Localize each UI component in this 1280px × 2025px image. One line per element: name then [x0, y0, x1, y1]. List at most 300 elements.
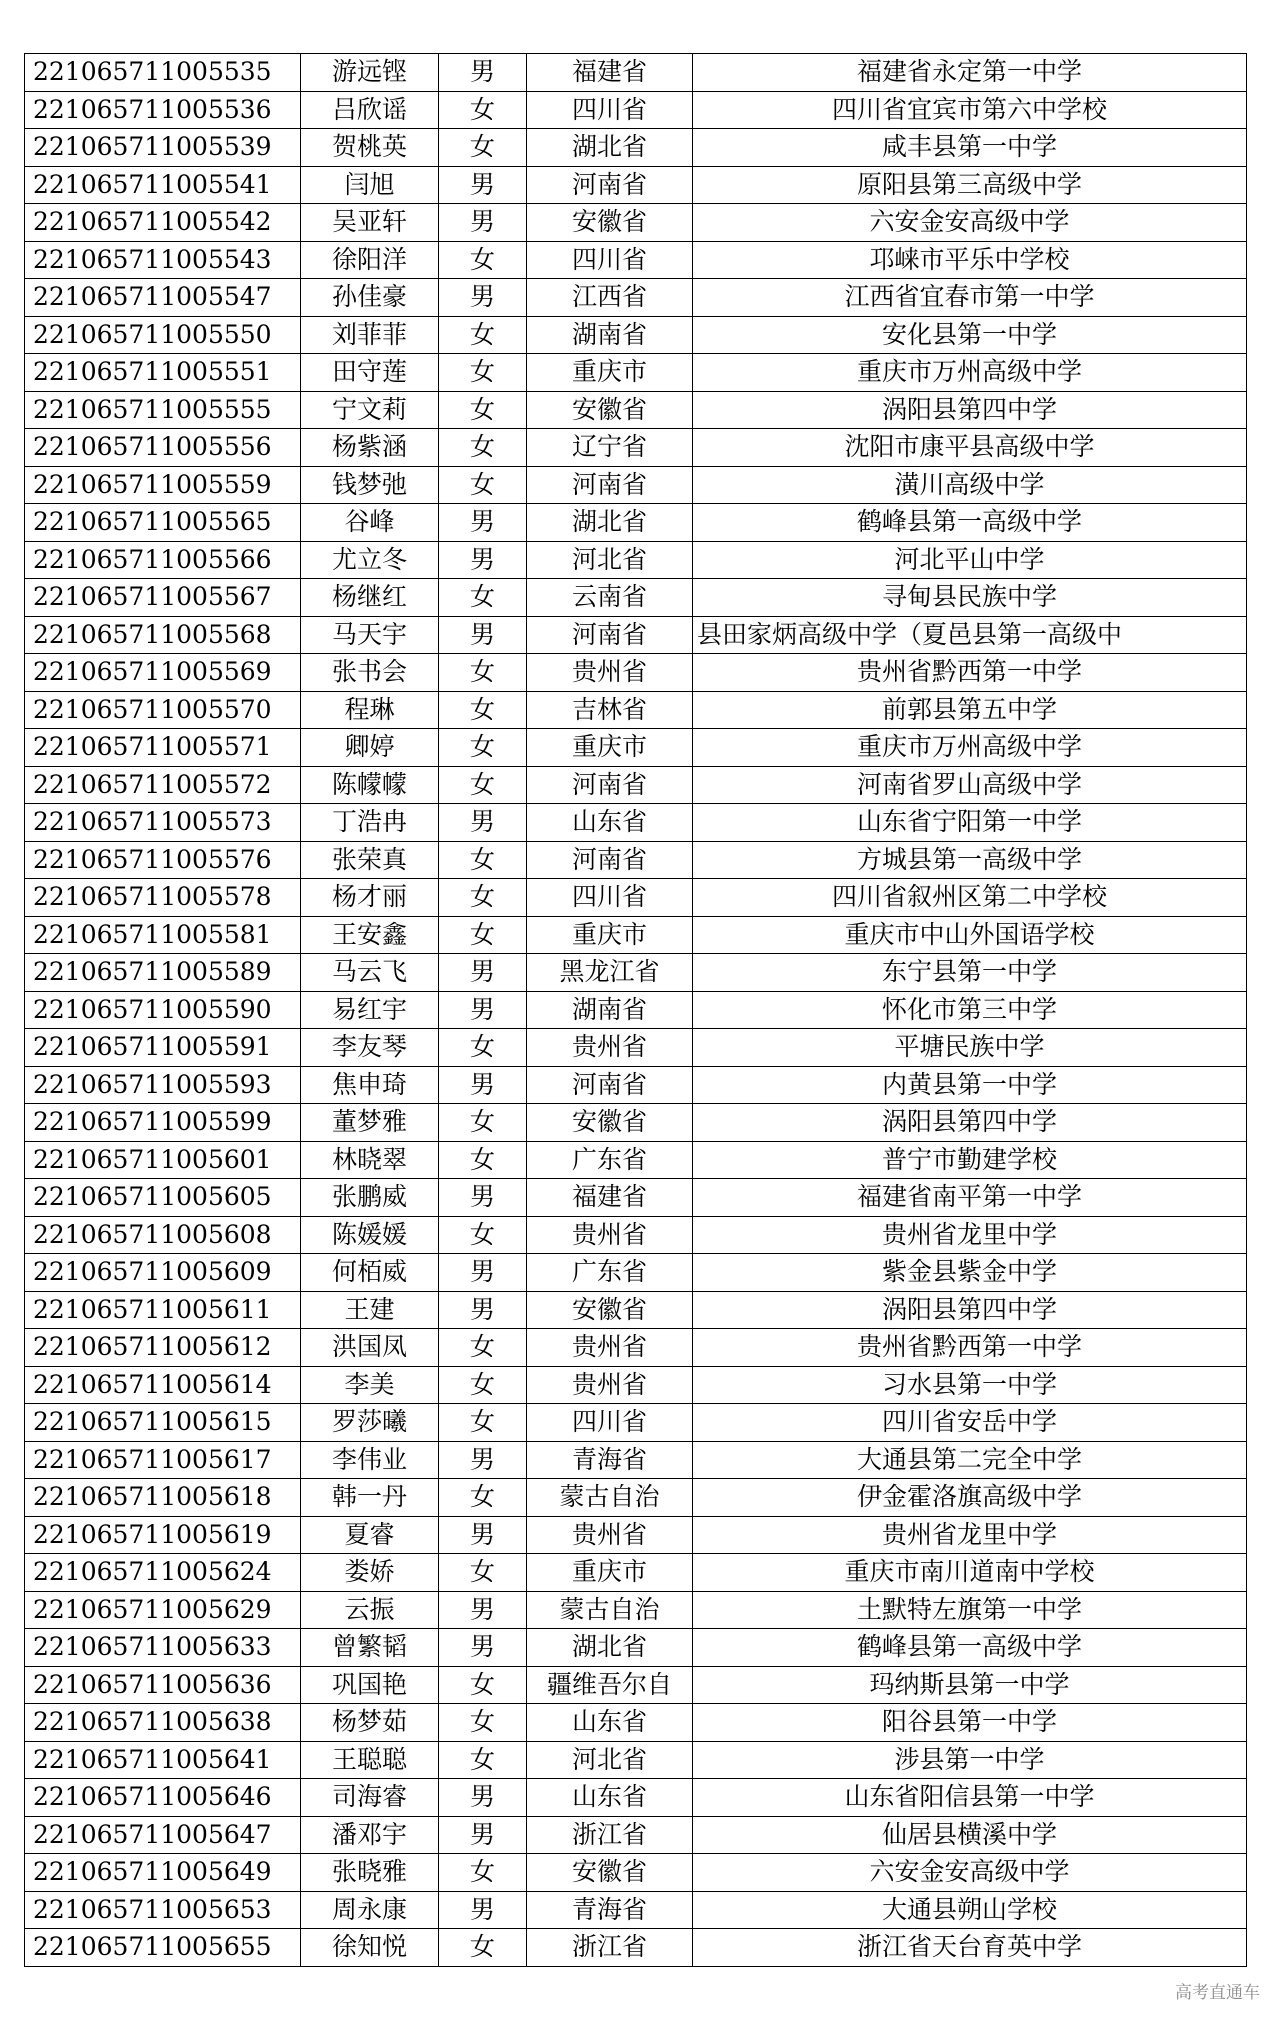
name-cell: 徐阳洋: [301, 241, 439, 279]
table-row: [25, 241, 1247, 279]
name-cell: 董梦雅: [301, 1104, 439, 1142]
province-cell: 河南省: [527, 466, 693, 504]
school-cell: 重庆市南川道南中学校: [693, 1554, 1247, 1592]
gender-cell: 男: [439, 616, 527, 654]
gender-cell: 男: [439, 1066, 527, 1104]
gender-cell: 男: [439, 166, 527, 204]
name-cell: 陈媛媛: [301, 1216, 439, 1254]
table-row: [25, 1929, 1247, 1967]
name-cell: 王聪聪: [301, 1741, 439, 1779]
table-row: [25, 579, 1247, 617]
province-cell: 湖北省: [527, 1629, 693, 1667]
province-cell: 贵州省: [527, 1029, 693, 1067]
gender-cell: 男: [439, 1441, 527, 1479]
province-cell: 青海省: [527, 1441, 693, 1479]
student-id-cell: 221065711005619: [25, 1516, 301, 1554]
name-cell: 孙佳豪: [301, 279, 439, 317]
table-row: [25, 1741, 1247, 1779]
student-id-cell: 221065711005591: [25, 1029, 301, 1067]
name-cell: 张鹏威: [301, 1179, 439, 1217]
student-id-cell: 221065711005611: [25, 1291, 301, 1329]
student-id-cell: 221065711005551: [25, 354, 301, 392]
student-id-cell: 221065711005543: [25, 241, 301, 279]
province-cell: 青海省: [527, 1891, 693, 1929]
table-row: [25, 1216, 1247, 1254]
gender-cell: 女: [439, 766, 527, 804]
table-row: [25, 916, 1247, 954]
school-cell: 阳谷县第一中学: [693, 1704, 1247, 1742]
student-id-cell: 221065711005573: [25, 804, 301, 842]
student-id-cell: 221065711005569: [25, 654, 301, 692]
name-cell: 云振: [301, 1591, 439, 1629]
name-cell: 杨继红: [301, 579, 439, 617]
school-cell: 怀化市第三中学: [693, 991, 1247, 1029]
school-cell: 大通县第二完全中学: [693, 1441, 1247, 1479]
table-row: [25, 54, 1247, 92]
table-row: [25, 204, 1247, 242]
name-cell: 吕欣谣: [301, 91, 439, 129]
province-cell: 安徽省: [527, 1854, 693, 1892]
table-row: [25, 766, 1247, 804]
student-id-cell: 221065711005556: [25, 429, 301, 467]
gender-cell: 男: [439, 1779, 527, 1817]
gender-cell: 男: [439, 541, 527, 579]
student-id-cell: 221065711005559: [25, 466, 301, 504]
table-row: [25, 1404, 1247, 1442]
student-id-cell: 221065711005589: [25, 954, 301, 992]
school-cell: 玛纳斯县第一中学: [693, 1666, 1247, 1704]
name-cell: 张晓雅: [301, 1854, 439, 1892]
gender-cell: 女: [439, 1929, 527, 1967]
gender-cell: 男: [439, 1179, 527, 1217]
province-cell: 广东省: [527, 1254, 693, 1292]
student-id-cell: 221065711005609: [25, 1254, 301, 1292]
school-cell: 沈阳市康平县高级中学: [693, 429, 1247, 467]
name-cell: 田守莲: [301, 354, 439, 392]
name-cell: 王安鑫: [301, 916, 439, 954]
province-cell: 重庆市: [527, 729, 693, 767]
gender-cell: 男: [439, 1254, 527, 1292]
student-id-cell: 221065711005568: [25, 616, 301, 654]
gender-cell: 男: [439, 54, 527, 92]
student-id-cell: 221065711005636: [25, 1666, 301, 1704]
table-row: [25, 391, 1247, 429]
gender-cell: 女: [439, 1479, 527, 1517]
gender-cell: 女: [439, 354, 527, 392]
table-row: [25, 616, 1247, 654]
table-row: [25, 1666, 1247, 1704]
school-cell: 潢川高级中学: [693, 466, 1247, 504]
school-cell: 土默特左旗第一中学: [693, 1591, 1247, 1629]
school-cell: 四川省安岳中学: [693, 1404, 1247, 1442]
name-cell: 林晓翠: [301, 1141, 439, 1179]
name-cell: 杨梦茹: [301, 1704, 439, 1742]
student-id-cell: 221065711005590: [25, 991, 301, 1029]
gender-cell: 女: [439, 729, 527, 767]
table-row: [25, 991, 1247, 1029]
gender-cell: 女: [439, 879, 527, 917]
school-cell: 河北平山中学: [693, 541, 1247, 579]
school-cell: 伊金霍洛旗高级中学: [693, 1479, 1247, 1517]
province-cell: 湖北省: [527, 129, 693, 167]
gender-cell: 女: [439, 1104, 527, 1142]
table-row: [25, 1066, 1247, 1104]
table-row: [25, 1629, 1247, 1667]
name-cell: 陈幪幪: [301, 766, 439, 804]
gender-cell: 男: [439, 1891, 527, 1929]
name-cell: 马天宇: [301, 616, 439, 654]
province-cell: 河南省: [527, 166, 693, 204]
student-id-cell: 221065711005578: [25, 879, 301, 917]
name-cell: 钱梦弛: [301, 466, 439, 504]
name-cell: 宁文莉: [301, 391, 439, 429]
student-id-cell: 221065711005638: [25, 1704, 301, 1742]
school-cell: 贵州省黔西第一中学: [693, 654, 1247, 692]
student-id-cell: 221065711005593: [25, 1066, 301, 1104]
student-id-cell: 221065711005550: [25, 316, 301, 354]
province-cell: 浙江省: [527, 1929, 693, 1967]
name-cell: 李伟业: [301, 1441, 439, 1479]
province-cell: 河南省: [527, 1066, 693, 1104]
gender-cell: 男: [439, 1816, 527, 1854]
student-id-cell: 221065711005641: [25, 1741, 301, 1779]
student-id-cell: 221065711005629: [25, 1591, 301, 1629]
province-cell: 山东省: [527, 1779, 693, 1817]
province-cell: 湖南省: [527, 316, 693, 354]
table-row: [25, 804, 1247, 842]
table-row: [25, 954, 1247, 992]
gender-cell: 男: [439, 504, 527, 542]
name-cell: 李美: [301, 1366, 439, 1404]
table-row: [25, 654, 1247, 692]
school-cell: 寻甸县民族中学: [693, 579, 1247, 617]
province-cell: 四川省: [527, 879, 693, 917]
name-cell: 谷峰: [301, 504, 439, 542]
student-id-cell: 221065711005618: [25, 1479, 301, 1517]
province-cell: 贵州省: [527, 1366, 693, 1404]
school-cell: 涉县第一中学: [693, 1741, 1247, 1779]
gender-cell: 女: [439, 316, 527, 354]
student-id-cell: 221065711005535: [25, 54, 301, 92]
school-cell: 原阳县第三高级中学: [693, 166, 1247, 204]
school-cell: 习水县第一中学: [693, 1366, 1247, 1404]
school-cell: 贵州省龙里中学: [693, 1216, 1247, 1254]
student-id-cell: 221065711005646: [25, 1779, 301, 1817]
name-cell: 曾繁韬: [301, 1629, 439, 1667]
province-cell: 安徽省: [527, 391, 693, 429]
province-cell: 河北省: [527, 541, 693, 579]
table-row: [25, 1329, 1247, 1367]
table-body: [25, 54, 1247, 1967]
table-row: [25, 1366, 1247, 1404]
gender-cell: 女: [439, 429, 527, 467]
province-cell: 山东省: [527, 804, 693, 842]
table-row: [25, 1479, 1247, 1517]
province-cell: 吉林省: [527, 691, 693, 729]
name-cell: 焦申琦: [301, 1066, 439, 1104]
student-id-cell: 221065711005601: [25, 1141, 301, 1179]
student-id-cell: 221065711005581: [25, 916, 301, 954]
province-cell: 河南省: [527, 616, 693, 654]
gender-cell: 女: [439, 1141, 527, 1179]
table-row: [25, 129, 1247, 167]
school-cell: 方城县第一高级中学: [693, 841, 1247, 879]
student-id-cell: 221065711005539: [25, 129, 301, 167]
student-id-cell: 221065711005547: [25, 279, 301, 317]
province-cell: 蒙古自治: [527, 1479, 693, 1517]
table-row: [25, 841, 1247, 879]
name-cell: 何栢威: [301, 1254, 439, 1292]
gender-cell: 女: [439, 391, 527, 429]
province-cell: 福建省: [527, 1179, 693, 1217]
name-cell: 杨紫涵: [301, 429, 439, 467]
table-row: [25, 316, 1247, 354]
gender-cell: 女: [439, 1216, 527, 1254]
table-row: [25, 1591, 1247, 1629]
province-cell: 重庆市: [527, 1554, 693, 1592]
name-cell: 张书会: [301, 654, 439, 692]
table-row: [25, 1291, 1247, 1329]
student-id-cell: 221065711005655: [25, 1929, 301, 1967]
name-cell: 潘邓宇: [301, 1816, 439, 1854]
name-cell: 丁浩冉: [301, 804, 439, 842]
province-cell: 河南省: [527, 766, 693, 804]
table-row: [25, 541, 1247, 579]
gender-cell: 女: [439, 1404, 527, 1442]
student-id-cell: 221065711005571: [25, 729, 301, 767]
gender-cell: 女: [439, 91, 527, 129]
school-cell: 东宁县第一中学: [693, 954, 1247, 992]
school-cell: 福建省永定第一中学: [693, 54, 1247, 92]
school-cell: 涡阳县第四中学: [693, 391, 1247, 429]
gender-cell: 男: [439, 1629, 527, 1667]
name-cell: 韩一丹: [301, 1479, 439, 1517]
province-cell: 安徽省: [527, 204, 693, 242]
table-row: [25, 729, 1247, 767]
school-cell: 山东省宁阳第一中学: [693, 804, 1247, 842]
province-cell: 江西省: [527, 279, 693, 317]
table-row: [25, 1816, 1247, 1854]
gender-cell: 男: [439, 991, 527, 1029]
school-cell: 内黄县第一中学: [693, 1066, 1247, 1104]
school-cell: 江西省宜春市第一中学: [693, 279, 1247, 317]
gender-cell: 女: [439, 579, 527, 617]
province-cell: 河北省: [527, 1741, 693, 1779]
province-cell: 安徽省: [527, 1291, 693, 1329]
gender-cell: 男: [439, 954, 527, 992]
table-row: [25, 1441, 1247, 1479]
name-cell: 贺桃英: [301, 129, 439, 167]
table-row: [25, 1029, 1247, 1067]
student-id-cell: 221065711005608: [25, 1216, 301, 1254]
student-id-cell: 221065711005572: [25, 766, 301, 804]
name-cell: 游远铿: [301, 54, 439, 92]
name-cell: 刘菲菲: [301, 316, 439, 354]
table-row: [25, 166, 1247, 204]
gender-cell: 女: [439, 1854, 527, 1892]
school-cell: 鹤峰县第一高级中学: [693, 504, 1247, 542]
province-cell: 贵州省: [527, 1516, 693, 1554]
student-id-cell: 221065711005612: [25, 1329, 301, 1367]
table-row: [25, 429, 1247, 467]
province-cell: 福建省: [527, 54, 693, 92]
gender-cell: 女: [439, 1741, 527, 1779]
name-cell: 罗莎曦: [301, 1404, 439, 1442]
student-id-cell: 221065711005653: [25, 1891, 301, 1929]
admission-list-table: [24, 53, 1247, 1967]
school-cell: 紫金县紫金中学: [693, 1254, 1247, 1292]
student-id-cell: 221065711005565: [25, 504, 301, 542]
table-row: [25, 279, 1247, 317]
name-cell: 杨才丽: [301, 879, 439, 917]
school-cell: 四川省叙州区第二中学校: [693, 879, 1247, 917]
school-cell: 贵州省黔西第一中学: [693, 1329, 1247, 1367]
school-cell: 河南省罗山高级中学: [693, 766, 1247, 804]
province-cell: 山东省: [527, 1704, 693, 1742]
school-cell: 贵州省龙里中学: [693, 1516, 1247, 1554]
name-cell: 司海睿: [301, 1779, 439, 1817]
name-cell: 易红宇: [301, 991, 439, 1029]
province-cell: 贵州省: [527, 1216, 693, 1254]
table-row: [25, 1704, 1247, 1742]
province-cell: 重庆市: [527, 916, 693, 954]
name-cell: 夏睿: [301, 1516, 439, 1554]
province-cell: 安徽省: [527, 1104, 693, 1142]
province-cell: 广东省: [527, 1141, 693, 1179]
gender-cell: 女: [439, 916, 527, 954]
gender-cell: 女: [439, 1366, 527, 1404]
province-cell: 贵州省: [527, 654, 693, 692]
watermark-text: 高考直通车: [1175, 1983, 1260, 2003]
gender-cell: 男: [439, 279, 527, 317]
gender-cell: 女: [439, 129, 527, 167]
school-cell: 平塘民族中学: [693, 1029, 1247, 1067]
province-cell: 疆维吾尔自: [527, 1666, 693, 1704]
student-id-cell: 221065711005649: [25, 1854, 301, 1892]
school-cell: 安化县第一中学: [693, 316, 1247, 354]
student-id-cell: 221065711005599: [25, 1104, 301, 1142]
school-cell: 重庆市万州高级中学: [693, 354, 1247, 392]
province-cell: 重庆市: [527, 354, 693, 392]
table-row: [25, 1254, 1247, 1292]
province-cell: 黑龙江省: [527, 954, 693, 992]
province-cell: 云南省: [527, 579, 693, 617]
table-row: [25, 1141, 1247, 1179]
province-cell: 四川省: [527, 1404, 693, 1442]
province-cell: 辽宁省: [527, 429, 693, 467]
school-cell: 六安金安高级中学: [693, 204, 1247, 242]
name-cell: 王建: [301, 1291, 439, 1329]
table-row: [25, 1179, 1247, 1217]
name-cell: 尤立冬: [301, 541, 439, 579]
student-id-cell: 221065711005566: [25, 541, 301, 579]
name-cell: 徐知悦: [301, 1929, 439, 1967]
student-id-cell: 221065711005570: [25, 691, 301, 729]
table-row: [25, 1891, 1247, 1929]
table-row: [25, 1554, 1247, 1592]
gender-cell: 女: [439, 466, 527, 504]
province-cell: 湖北省: [527, 504, 693, 542]
gender-cell: 女: [439, 1329, 527, 1367]
table-row: [25, 466, 1247, 504]
student-id-cell: 221065711005614: [25, 1366, 301, 1404]
student-id-cell: 221065711005576: [25, 841, 301, 879]
name-cell: 娄娇: [301, 1554, 439, 1592]
student-id-cell: 221065711005647: [25, 1816, 301, 1854]
school-cell: 邛崃市平乐中学校: [693, 241, 1247, 279]
name-cell: 洪国凤: [301, 1329, 439, 1367]
gender-cell: 女: [439, 241, 527, 279]
name-cell: 卿婷: [301, 729, 439, 767]
table-row: [25, 1516, 1247, 1554]
table-row: [25, 691, 1247, 729]
province-cell: 湖南省: [527, 991, 693, 1029]
table-row: [25, 1779, 1247, 1817]
gender-cell: 女: [439, 841, 527, 879]
province-cell: 四川省: [527, 91, 693, 129]
school-cell: 六安金安高级中学: [693, 1854, 1247, 1892]
name-cell: 巩国艳: [301, 1666, 439, 1704]
gender-cell: 女: [439, 1029, 527, 1067]
province-cell: 四川省: [527, 241, 693, 279]
school-cell: 前郭县第五中学: [693, 691, 1247, 729]
school-cell: 大通县朔山学校: [693, 1891, 1247, 1929]
student-id-cell: 221065711005567: [25, 579, 301, 617]
name-cell: 程琳: [301, 691, 439, 729]
province-cell: 贵州省: [527, 1329, 693, 1367]
student-id-cell: 221065711005555: [25, 391, 301, 429]
school-cell: 福建省南平第一中学: [693, 1179, 1247, 1217]
student-id-cell: 221065711005633: [25, 1629, 301, 1667]
school-cell: 重庆市万州高级中学: [693, 729, 1247, 767]
student-id-cell: 221065711005536: [25, 91, 301, 129]
school-cell: 涡阳县第四中学: [693, 1291, 1247, 1329]
school-cell: 山东省阳信县第一中学: [693, 1779, 1247, 1817]
gender-cell: 男: [439, 204, 527, 242]
name-cell: 李友琴: [301, 1029, 439, 1067]
name-cell: 张荣真: [301, 841, 439, 879]
gender-cell: 男: [439, 1291, 527, 1329]
gender-cell: 男: [439, 1516, 527, 1554]
name-cell: 吴亚轩: [301, 204, 439, 242]
student-id-cell: 221065711005542: [25, 204, 301, 242]
name-cell: 闫旭: [301, 166, 439, 204]
gender-cell: 女: [439, 1704, 527, 1742]
table-row: [25, 1854, 1247, 1892]
school-cell: 浙江省天台育英中学: [693, 1929, 1247, 1967]
student-id-cell: 221065711005615: [25, 1404, 301, 1442]
student-id-cell: 221065711005541: [25, 166, 301, 204]
table-row: [25, 504, 1247, 542]
table-row: [25, 879, 1247, 917]
gender-cell: 女: [439, 654, 527, 692]
school-cell: 咸丰县第一中学: [693, 129, 1247, 167]
school-cell: 县田家炳高级中学（夏邑县第一高级中: [693, 616, 1247, 654]
gender-cell: 女: [439, 1554, 527, 1592]
province-cell: 蒙古自治: [527, 1591, 693, 1629]
school-cell: 普宁市勤建学校: [693, 1141, 1247, 1179]
name-cell: 周永康: [301, 1891, 439, 1929]
name-cell: 马云飞: [301, 954, 439, 992]
student-id-cell: 221065711005624: [25, 1554, 301, 1592]
gender-cell: 女: [439, 691, 527, 729]
school-cell: 鹤峰县第一高级中学: [693, 1629, 1247, 1667]
province-cell: 浙江省: [527, 1816, 693, 1854]
school-cell: 四川省宜宾市第六中学校: [693, 91, 1247, 129]
student-id-cell: 221065711005605: [25, 1179, 301, 1217]
province-cell: 河南省: [527, 841, 693, 879]
gender-cell: 男: [439, 804, 527, 842]
